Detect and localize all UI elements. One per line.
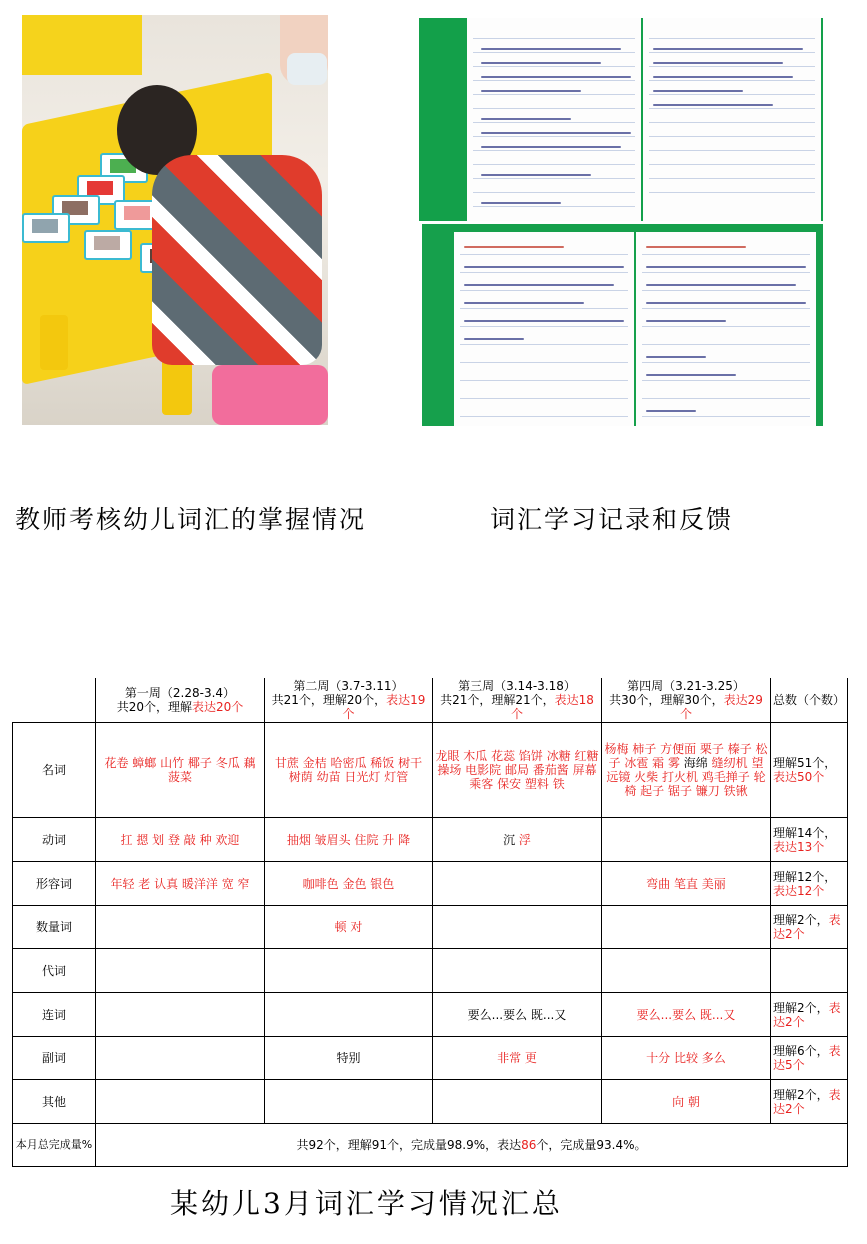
cell-conjunctions-week-4: 要么...要么 既...又 [602,993,771,1037]
vocabulary-summary-table [12,678,848,1167]
cell-quantifiers-week-3 [433,906,602,949]
notebook-page [643,18,821,221]
cell-verbs-week-3: 沉 浮 [433,818,602,862]
cell-verbs-week-1: 扛 摁 划 登 敲 种 欢迎 [96,818,265,862]
notebook-page [467,18,641,221]
cell-pronouns-week-2 [265,949,433,993]
cell-adjectives-week-4: 弯曲 笔直 美丽 [602,862,771,906]
cell-adverbs-week-3: 非常 更 [433,1037,602,1080]
caption-vocabulary-record: 词汇学习记录和反馈 [490,505,734,534]
table-row [13,818,848,862]
cell-adjectives-week-3 [433,862,602,906]
teacher-mask [287,53,327,85]
pink-chair [212,365,328,425]
cell-quantifiers-total: 理解2个，表达2个 [771,906,848,949]
cell-others-week-4: 向 朝 [602,1080,771,1124]
week-3-header: 第三周（3.14-3.18） 共21个，理解21个，表达18个 [433,678,602,723]
table-row [13,949,848,993]
cell-nouns-week-1: 花卷 蟑螂 山竹 椰子 冬瓜 藕 菠菜 [96,723,265,818]
child-jacket [152,155,322,365]
word-card [22,213,70,243]
cell-others-week-2 [265,1080,433,1124]
cell-adverbs-week-2: 特别 [265,1037,433,1080]
cell-nouns-week-2: 甘蔗 金桔 哈密瓜 稀饭 树干 树荫 幼苗 日光灯 灯管 [265,723,433,818]
row-label-nouns: 名词 [13,723,96,818]
cell-quantifiers-week-1 [96,906,265,949]
table-row [13,723,848,818]
cell-adverbs-total: 理解6个，表达5个 [771,1037,848,1080]
cell-nouns-total: 理解51个， 表达50个 [771,723,848,818]
cell-conjunctions-week-1 [96,993,265,1037]
cell-others-week-1 [96,1080,265,1124]
cell-conjunctions-total: 理解2个，表达2个 [771,993,848,1037]
table-row [13,1037,848,1080]
word-card [84,230,132,260]
row-label-pronouns: 代词 [13,949,96,993]
cell-verbs-week-2: 抽烟 皱眉头 住院 升 降 [265,818,433,862]
table-corner-cell [13,678,96,723]
photo-teacher-assessing-child [22,15,328,425]
photo-notebook-record-2 [422,224,823,426]
row-label-conjunctions: 连词 [13,993,96,1037]
cell-pronouns-week-4 [602,949,771,993]
cell-adjectives-week-2: 咖啡色 金色 银色 [265,862,433,906]
cell-quantifiers-week-2: 顿 对 [265,906,433,949]
cell-nouns-week-4: 杨梅 柿子 方便面 栗子 榛子 松子 冰雹 霜 雾 海绵 缝纫机 望远镜 火柴 打火机 鸡毛掸子 轮椅 起子 锯子 镰刀 铁锹 [602,723,771,818]
caption-monthly-summary: 某幼儿3月词汇学习情况汇总 [170,1187,563,1220]
notebook-page [636,232,816,426]
photo-notebook-record-1 [419,18,823,221]
table-row [13,862,848,906]
table-row [13,906,848,949]
cell-verbs-total: 理解14个， 表达13个 [771,818,848,862]
cell-adjectives-total: 理解12个， 表达12个 [771,862,848,906]
cell-nouns-week-3: 龙眼 木瓜 花蕊 馅饼 冰糖 红糖 操场 电影院 邮局 番茄酱 屏幕 乘客 保安 塑料 铁 [433,723,602,818]
row-label-adverbs: 副词 [13,1037,96,1080]
cell-pronouns-total [771,949,848,993]
row-label-others: 其他 [13,1080,96,1124]
cell-conjunctions-week-2 [265,993,433,1037]
table-summary-row [13,1124,848,1167]
table-leg [40,315,68,370]
week-4-header: 第四周（3.21-3.25） 共30个，理解30个，表达29个 [602,678,771,723]
cell-others-week-3 [433,1080,602,1124]
cell-pronouns-week-1 [96,949,265,993]
table-row [13,993,848,1037]
cell-pronouns-week-3 [433,949,602,993]
summary-text: 共92个，理解91个，完成量98.9%，表达86个，完成量93.4%。 [96,1124,848,1167]
caption-teacher-assessment: 教师考核幼儿词汇的掌握情况 [15,505,367,534]
cell-adjectives-week-1: 年轻 老 认真 暖洋洋 宽 窄 [96,862,265,906]
total-header: 总数（个数） [771,678,848,723]
cell-verbs-week-4 [602,818,771,862]
row-label-adjectives: 形容词 [13,862,96,906]
cell-adverbs-week-4: 十分 比较 多么 [602,1037,771,1080]
cell-quantifiers-week-4 [602,906,771,949]
notebook-page [454,232,634,426]
table-header-row [13,678,848,723]
row-label-verbs: 动词 [13,818,96,862]
yellow-chair [22,15,142,75]
cell-adverbs-week-1 [96,1037,265,1080]
row-label-quantifiers: 数量词 [13,906,96,949]
week-2-header: 第二周（3.7-3.11） 共21个，理解20个，表达19个 [265,678,433,723]
table-row [13,1080,848,1124]
week-1-header: 第一周（2.28-3.4） 共20个，理解表达20个 [96,678,265,723]
cell-others-total: 理解2个，表达2个 [771,1080,848,1124]
cell-conjunctions-week-3: 要么...要么 既...又 [433,993,602,1037]
summary-label: 本月总完成量% [13,1124,96,1167]
